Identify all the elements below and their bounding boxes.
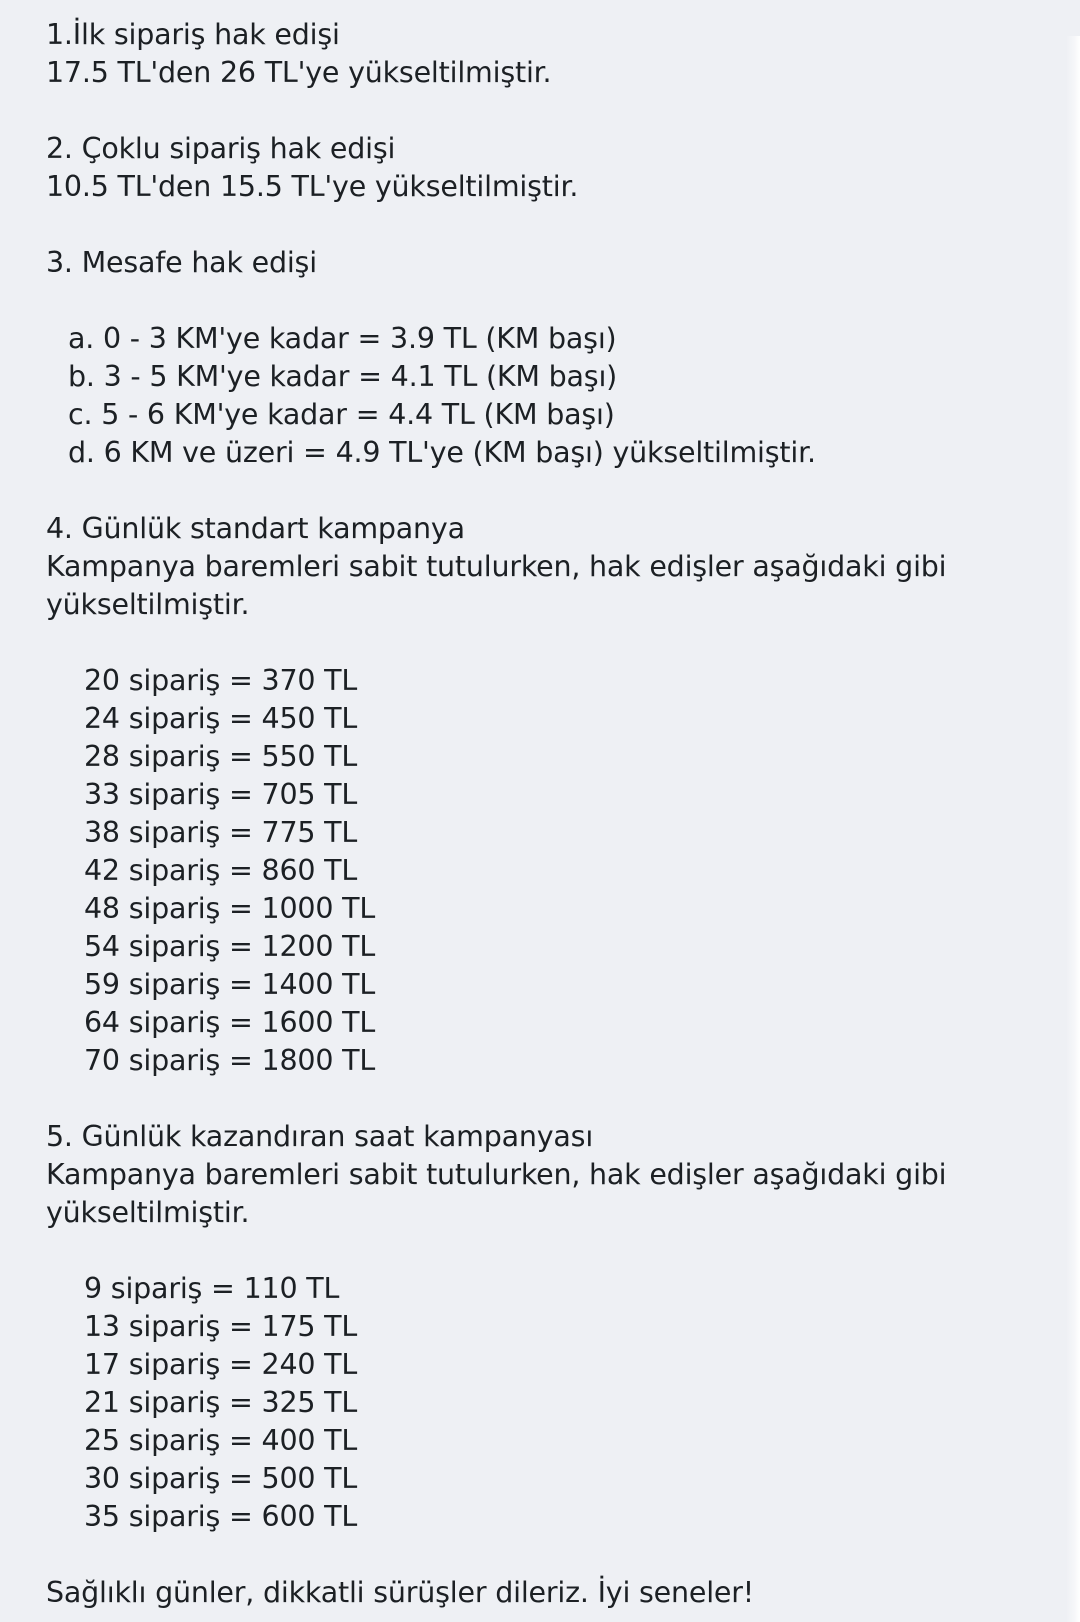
campaign-tier-item: 64 sipariş = 1600 TL: [84, 1006, 376, 1039]
section-4-text: yükseltilmiştir.: [46, 588, 250, 621]
closing-message: Sağlıklı günler, dikkatli sürüşler dileriz. İyi seneler!: [46, 1576, 755, 1609]
section-5-text: yükseltilmiştir.: [46, 1196, 250, 1229]
campaign-tier-item: 48 sipariş = 1000 TL: [84, 892, 376, 925]
section-4-title: 4. Günlük standart kampanya: [46, 512, 465, 545]
distance-item: a. 0 - 3 KM'ye kadar = 3.9 TL (KM başı): [68, 322, 617, 355]
hourly-tier-item: 21 sipariş = 325 TL: [84, 1386, 358, 1419]
section-1-title: 1.İlk sipariş hak edişi: [46, 18, 340, 51]
campaign-tier-item: 33 sipariş = 705 TL: [84, 778, 358, 811]
campaign-tier-item: 28 sipariş = 550 TL: [84, 740, 358, 773]
hourly-tier-item: 30 sipariş = 500 TL: [84, 1462, 358, 1495]
campaign-tier-item: 20 sipariş = 370 TL: [84, 664, 358, 697]
hourly-tier-item: 9 sipariş = 110 TL: [84, 1272, 340, 1305]
distance-item: c. 5 - 6 KM'ye kadar = 4.4 TL (KM başı): [68, 398, 615, 431]
campaign-tier-item: 70 sipariş = 1800 TL: [84, 1044, 376, 1077]
hourly-tier-item: 17 sipariş = 240 TL: [84, 1348, 358, 1381]
campaign-tier-item: 42 sipariş = 860 TL: [84, 854, 358, 887]
page-edge: [1066, 36, 1080, 1622]
distance-item: b. 3 - 5 KM'ye kadar = 4.1 TL (KM başı): [68, 360, 618, 393]
section-4-text: Kampanya baremleri sabit tutulurken, hak edişler aşağıdaki gibi: [46, 550, 947, 583]
section-3-title: 3. Mesafe hak edişi: [46, 246, 317, 279]
section-5-title: 5. Günlük kazandıran saat kampanyası: [46, 1120, 594, 1153]
campaign-tier-item: 24 sipariş = 450 TL: [84, 702, 358, 735]
section-2-text: 10.5 TL'den 15.5 TL'ye yükseltilmiştir.: [46, 170, 579, 203]
campaign-tier-item: 59 sipariş = 1400 TL: [84, 968, 376, 1001]
hourly-tier-item: 35 sipariş = 600 TL: [84, 1500, 358, 1533]
hourly-tier-item: 13 sipariş = 175 TL: [84, 1310, 358, 1343]
hourly-tier-item: 25 sipariş = 400 TL: [84, 1424, 358, 1457]
section-5-text: Kampanya baremleri sabit tutulurken, hak edişler aşağıdaki gibi: [46, 1158, 947, 1191]
campaign-tier-item: 38 sipariş = 775 TL: [84, 816, 358, 849]
distance-item: d. 6 KM ve üzeri = 4.9 TL'ye (KM başı) yükseltilmiştir.: [68, 436, 816, 469]
section-2-title: 2. Çoklu sipariş hak edişi: [46, 132, 396, 165]
campaign-tier-item: 54 sipariş = 1200 TL: [84, 930, 376, 963]
section-1-text: 17.5 TL'den 26 TL'ye yükseltilmiştir.: [46, 56, 552, 89]
